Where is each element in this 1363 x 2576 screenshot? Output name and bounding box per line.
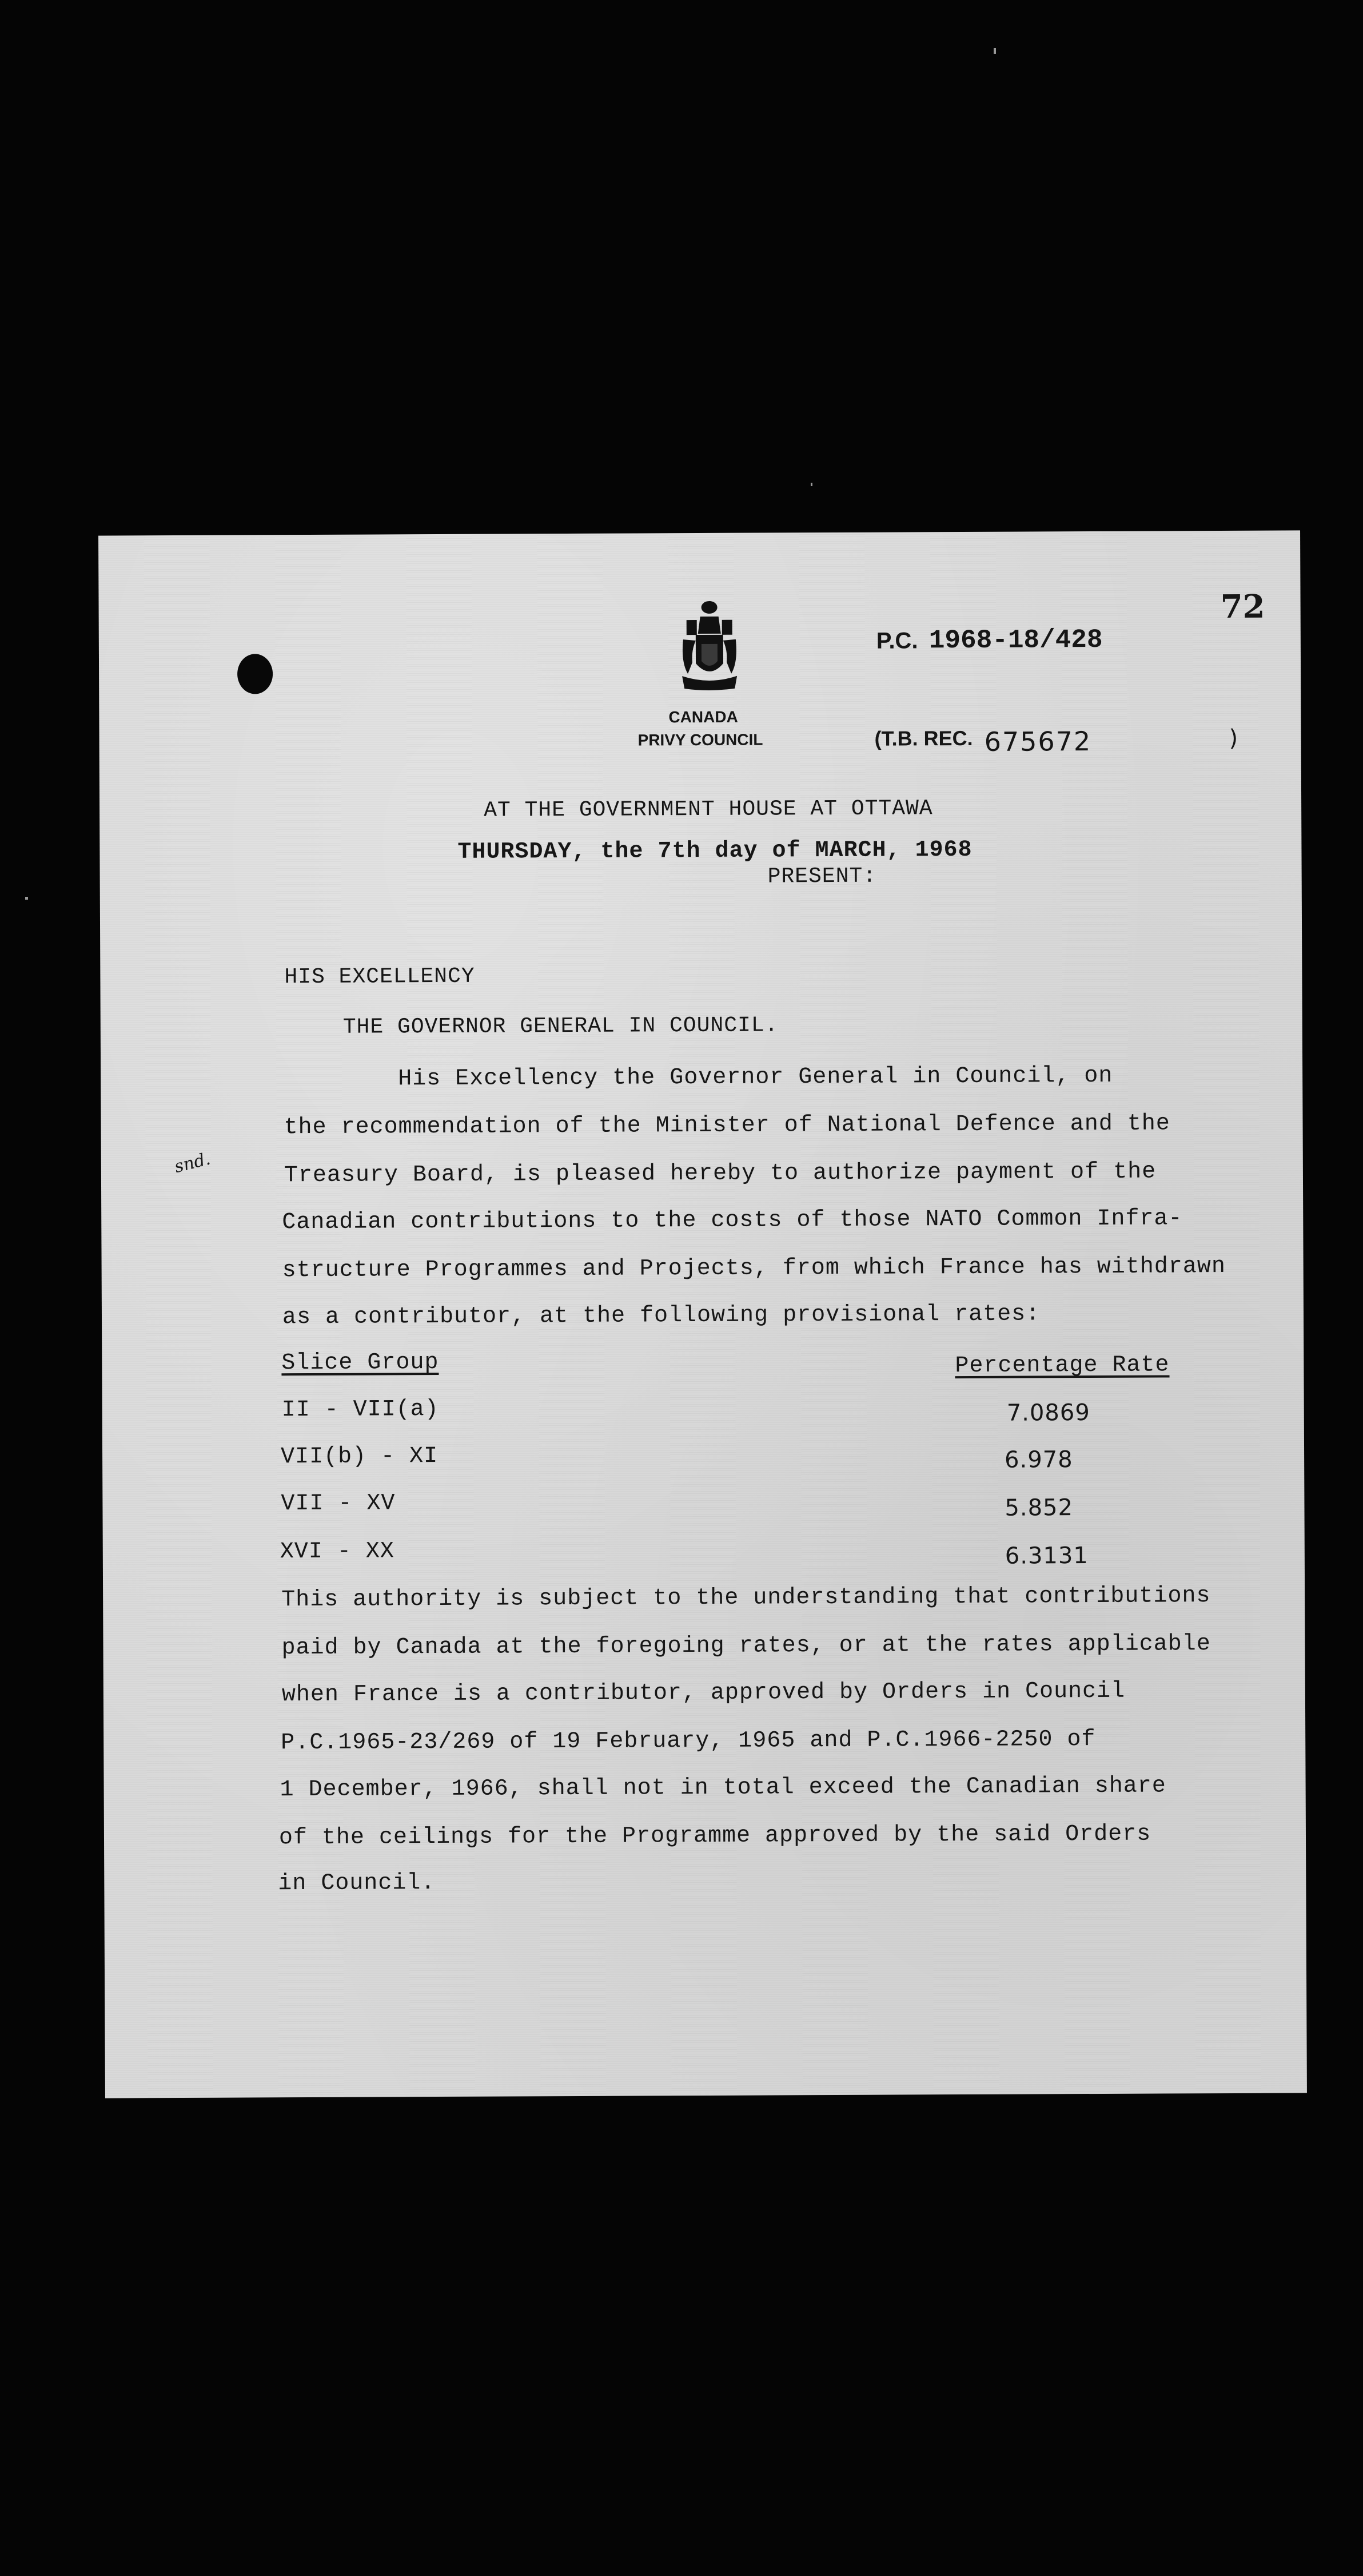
salutation-his-excellency: HIS EXCELLENCY — [284, 964, 475, 990]
date-line: THURSDAY, the 7th day of MARCH, 1968 — [457, 837, 973, 865]
closing-line: This authority is subject to the understanding that contributions — [281, 1583, 1211, 1613]
closing-line: of the ceilings for the Programme approved by the said Orders — [278, 1821, 1151, 1851]
slice-group-cell: VII(b) - XI — [280, 1444, 439, 1470]
rate-cell: 5.852 — [1005, 1494, 1074, 1521]
location-line: AT THE GOVERNMENT HOUSE AT OTTAWA — [484, 796, 933, 823]
table-header-slice-group: Slice Group — [281, 1350, 439, 1377]
scan-speck — [994, 48, 996, 54]
slice-group-cell: XVI - XX — [280, 1539, 394, 1565]
table-header-percentage-rate: Percentage Rate — [955, 1352, 1170, 1380]
coat-of-arms-icon — [675, 599, 744, 691]
closing-line: 1 December, 1966, shall not in total exceed the Canadian share — [280, 1773, 1166, 1803]
slice-group-cell: VII - XV — [281, 1490, 396, 1517]
slice-group-cell: II - VII(a) — [281, 1397, 439, 1424]
tb-label: (T.B. REC. — [874, 726, 973, 750]
body-line: structure Programmes and Projects, from which France has withdrawn — [282, 1254, 1226, 1284]
scan-speck — [811, 483, 812, 486]
handwritten-margin-note: snd. — [172, 1148, 213, 1178]
closing-line: in Council. — [278, 1870, 436, 1897]
rate-cell: 6.3131 — [1005, 1543, 1089, 1569]
tb-close-paren: ) — [1229, 725, 1238, 752]
pc-label: P.C. — [876, 628, 918, 654]
body-line: Treasury Board, is pleased hereby to authorize payment of the — [284, 1159, 1157, 1189]
pc-number: 1968-18/428 — [928, 625, 1103, 656]
tb-number: 675672 — [984, 726, 1092, 757]
rate-cell: 6.978 — [1005, 1446, 1073, 1473]
document-page — [98, 530, 1307, 2098]
rate-cell: 7.0869 — [1006, 1400, 1090, 1426]
salutation-governor-general: THE GOVERNOR GENERAL IN COUNCIL. — [342, 1013, 779, 1040]
page-number: 72 — [1220, 587, 1265, 626]
closing-line: P.C.1965-23/269 of 19 February, 1965 and P.C.1966-2250 of — [281, 1727, 1096, 1756]
present-label: PRESENT: — [767, 864, 877, 889]
body-line: as a contributor, at the following provisional rates: — [282, 1301, 1041, 1331]
body-line: the recommendation of the Minister of National Defence and the — [284, 1111, 1170, 1141]
punch-hole — [237, 654, 273, 694]
body-line: His Excellency the Governor General in Council, on — [398, 1063, 1113, 1092]
scan-speck — [25, 897, 28, 900]
country-label: CANADA — [668, 707, 738, 726]
body-line: Canadian contributions to the costs of those NATO Common Infra- — [282, 1206, 1183, 1236]
closing-line: when France is a contributor, approved by Orders in Council — [281, 1678, 1126, 1708]
closing-line: paid by Canada at the foregoing rates, or at the rates applicable — [281, 1631, 1211, 1661]
office-label: PRIVY COUNCIL — [637, 730, 763, 749]
